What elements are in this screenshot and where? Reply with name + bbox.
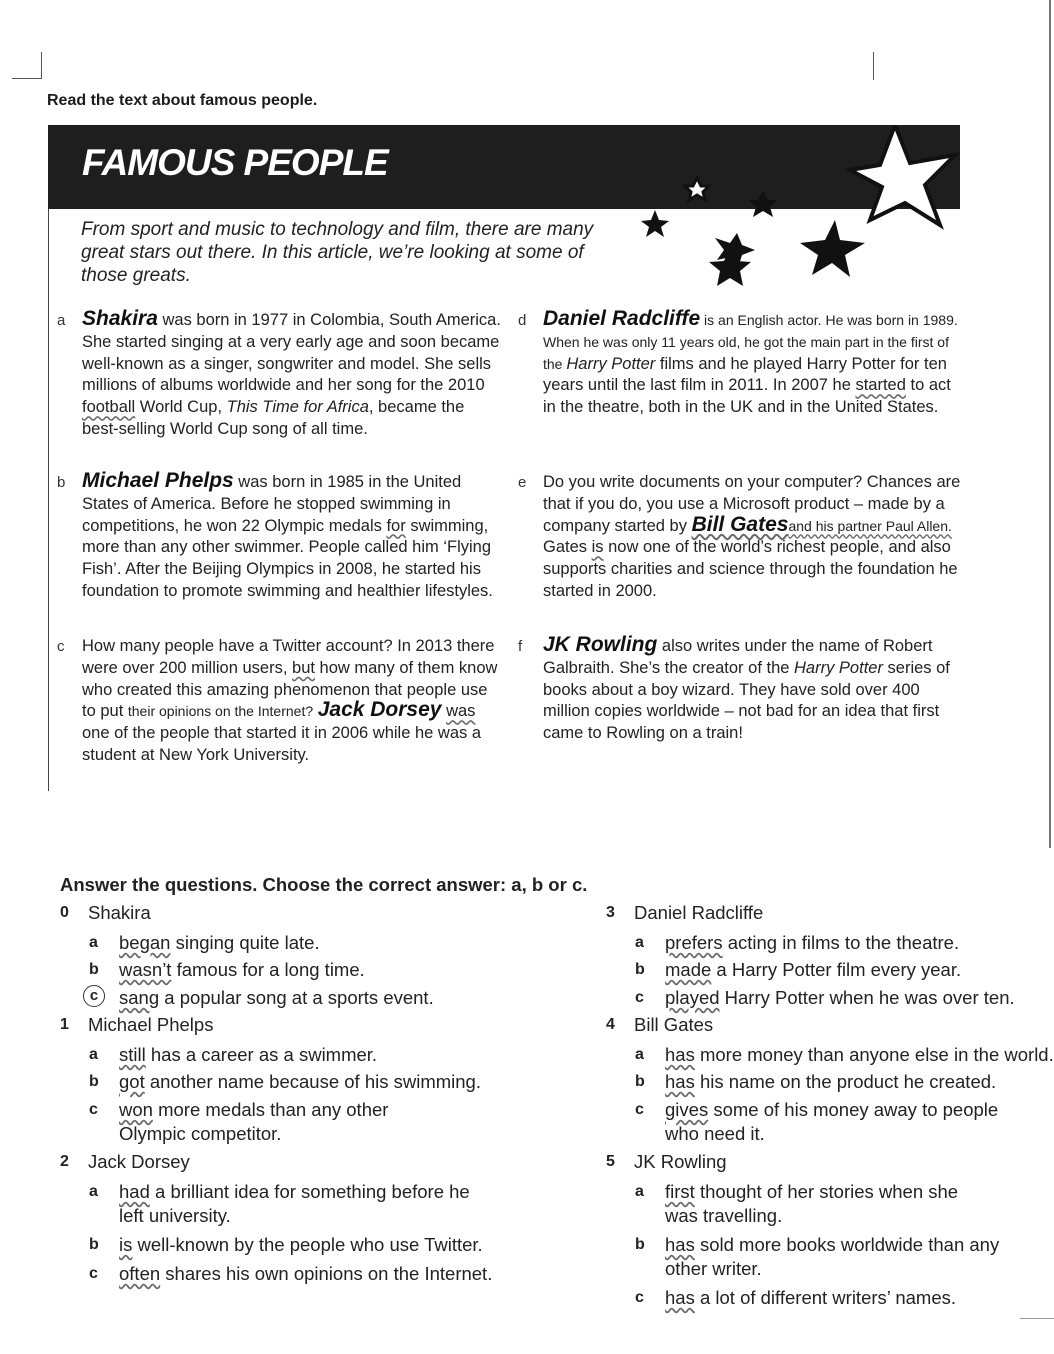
question-number: 1 [60, 1016, 69, 1033]
article-bill-gates: e Do you write documents on your computer? Chances are that if you do, you use a Microsoft product – made by a company started by Bill Gatesand his partner Paul Allen. Gates is now one of the world’s richest people, and also supports charities and science through the foundation he started in 2000. [518, 473, 961, 600]
option-text: his name on the product he created. [694, 1071, 997, 1092]
left-column-rule [48, 209, 49, 791]
option-text-continued: left university. [119, 1205, 231, 1226]
option-text: a lot of different writers’ names. [694, 1287, 956, 1308]
selected-answer-circle: c [83, 985, 105, 1007]
option-letter: c [635, 1101, 644, 1118]
option-verb: often [119, 1263, 161, 1284]
option-letter: b [635, 961, 645, 978]
option-letter: b [635, 1236, 645, 1253]
question-item [60, 902, 151, 924]
answer-option[interactable] [89, 1180, 470, 1228]
person-name: Michael Phelps [82, 469, 234, 492]
small-star-icon [641, 210, 669, 237]
question-item [60, 1014, 214, 1036]
option-text: more medals than any other [152, 1099, 389, 1120]
option-verb: is [119, 1234, 133, 1255]
answer-option[interactable] [635, 1043, 1054, 1067]
page-edge [1020, 1318, 1054, 1319]
option-text: thought of her stories when she [694, 1181, 959, 1202]
intro-text: From sport and music to technology and film, there are many great stars out there. In this article, we’re looking at some of those greats. [81, 219, 594, 286]
article-letter: d [518, 312, 527, 329]
article-michael-phelps: b Michael Phelps was born in 1985 in the United States of America. Before he stopped swimming in competitions, he won 22 Olympic medals for swimming, more than any other swimmer. People called him ‘Flying Fish’. After the Beijing Olympics in 2008, he started his foundation to promote swimming and healthier lifestyles. [57, 469, 493, 600]
question-number: 0 [60, 904, 69, 921]
option-text: sold more books worldwide than any [694, 1234, 1000, 1255]
person-name: Jack Dorsey [317, 698, 442, 722]
option-text: a brilliant idea for something before he [149, 1181, 470, 1202]
option-letter: c [635, 989, 644, 1006]
option-text: famous for a long time. [171, 959, 365, 980]
question-number: 3 [606, 904, 615, 921]
option-letter: a [89, 1183, 98, 1200]
person-name: JK Rowling [543, 633, 658, 656]
answer-option[interactable] [89, 1098, 389, 1146]
answer-option[interactable] [635, 958, 962, 982]
option-text-continued: who need it. [665, 1123, 765, 1144]
article-letter: c [57, 638, 65, 655]
answer-option[interactable] [89, 958, 365, 982]
answer-option[interactable] [89, 931, 320, 955]
option-verb: wasn’t [119, 959, 172, 980]
questions-heading: Answer the questions. Choose the correct answer: a, b or c. [60, 874, 588, 895]
question-item [606, 1151, 727, 1173]
option-text: another name because of his swimming. [144, 1071, 481, 1092]
option-text: a Harry Potter film every year. [711, 959, 962, 980]
option-verb: has [665, 1071, 695, 1092]
option-letter: b [89, 1236, 99, 1253]
answer-option[interactable] [635, 1180, 959, 1228]
stars-decoration [630, 125, 960, 295]
article-letter: e [518, 474, 527, 491]
option-letter: a [635, 1046, 644, 1063]
answer-option[interactable] [635, 986, 1015, 1010]
option-text: some of his money away to people [708, 1099, 999, 1120]
large-star-outline-icon [850, 125, 955, 225]
option-letter: a [635, 1183, 644, 1200]
option-text: Harry Potter when he was over ten. [719, 987, 1015, 1008]
question-subject: Shakira [88, 902, 151, 923]
person-name: Bill Gates [691, 512, 789, 536]
answer-option[interactable] [89, 1043, 378, 1067]
article-shakira: a Shakira was born in 1977 in Colombia, South America. She started singing at a very early age and soon became well-known as a singer, songwriter and model. She sells millions of albums worldwide and her song for the 2010 football World Cup, This Time for Africa, became the best-selling World Cup song of all time. [57, 307, 501, 438]
crop-mark [41, 52, 42, 79]
option-verb: gives [665, 1099, 709, 1120]
answer-option[interactable] [635, 1070, 997, 1094]
option-letter: c [89, 1265, 98, 1282]
question-subject: Jack Dorsey [88, 1151, 190, 1172]
answer-option[interactable] [635, 1233, 1000, 1281]
option-verb: had [119, 1181, 150, 1202]
question-item [60, 1151, 190, 1173]
question-number: 5 [606, 1153, 615, 1170]
article-letter: a [57, 312, 66, 329]
option-letter: a [89, 934, 98, 951]
option-letter: a [635, 934, 644, 951]
option-verb: has [665, 1234, 695, 1255]
option-verb: sang [119, 987, 160, 1008]
option-verb: has [665, 1287, 695, 1308]
answer-option[interactable] [635, 931, 960, 955]
article-letter: b [57, 474, 66, 491]
question-subject: Daniel Radcliffe [634, 902, 764, 923]
option-verb: won [119, 1099, 153, 1120]
question-number: 4 [606, 1016, 615, 1033]
question-subject: Michael Phelps [88, 1014, 214, 1035]
answer-option[interactable] [89, 1233, 483, 1257]
person-name: Shakira [82, 307, 158, 330]
option-text-continued: other writer. [665, 1258, 762, 1279]
option-verb: played [665, 987, 720, 1008]
question-item [606, 1014, 714, 1036]
article-letter: f [518, 638, 523, 655]
option-verb: still [119, 1044, 146, 1065]
option-text: acting in films to the theatre. [722, 932, 960, 953]
option-verb: first [665, 1181, 695, 1202]
article-title: FAMOUS PEOPLE [82, 142, 388, 183]
option-text: singing quite late. [170, 932, 320, 953]
option-text: more money than anyone else in the world. [694, 1044, 1054, 1065]
article-jk-rowling: f JK Rowling also writes under the name of Robert Galbraith. She’s the creator of the Harry Potter series of books about a boy wizard. They have sold over 400 million copies worldwide – not bad for an idea that first came to Rowling on a train! [518, 633, 950, 743]
option-verb: began [119, 932, 171, 953]
small-star-outline-icon [685, 178, 709, 200]
option-text: has a career as a swimmer. [145, 1044, 378, 1065]
option-text: shares his own opinions on the Internet. [160, 1263, 493, 1284]
crop-mark [873, 52, 874, 80]
option-text: well-known by the people who use Twitter. [132, 1234, 483, 1255]
article-jack-dorsey: c How many people have a Twitter account? In 2013 there were over 200 million users, but how many of them know who created this amazing phenomenon that people use to put their opinions on the Internet? Jack Dorsey was one of the people that started it in 2006 while he was a student at New York University. [57, 637, 498, 764]
page-edge [1049, 0, 1051, 848]
question-item [606, 902, 764, 924]
question-subject: Bill Gates [634, 1014, 714, 1035]
option-text-continued: was travelling. [665, 1205, 783, 1226]
question-number: 2 [60, 1153, 69, 1170]
option-letter: c [89, 1101, 98, 1118]
crop-mark [12, 78, 42, 79]
large-star-icon [800, 220, 865, 277]
option-letter: b [89, 961, 99, 978]
person-name: Daniel Radcliffe [543, 307, 701, 330]
option-letter: b [635, 1073, 645, 1090]
option-letter: c [635, 1289, 644, 1306]
option-verb: has [665, 1044, 695, 1065]
answer-option[interactable] [635, 1098, 999, 1146]
answer-option[interactable] [89, 1070, 481, 1094]
option-verb: prefers [665, 932, 723, 953]
answer-option[interactable] [89, 1262, 493, 1286]
option-verb: got [119, 1071, 145, 1092]
option-text-continued: Olympic competitor. [119, 1123, 282, 1144]
small-star-icon [748, 190, 778, 217]
article-daniel-radcliffe: d Daniel Radcliffe is an English actor. He was born in 1989. When he was only 11 years old, he got the main part in the first of the Harry Potter films and he played Harry Potter for ten years until the last film in 2011. In 2007 he started to act in the theatre, both in the UK and in the United States. [518, 307, 958, 417]
option-verb: made [665, 959, 712, 980]
reading-instruction: Read the text about famous people. [47, 92, 318, 109]
answer-option[interactable] [89, 986, 434, 1010]
option-letter: b [89, 1073, 99, 1090]
answer-option[interactable] [635, 1286, 956, 1310]
option-letter: a [89, 1046, 98, 1063]
question-subject: JK Rowling [634, 1151, 727, 1172]
option-text: a popular song at a sports event. [159, 987, 434, 1008]
